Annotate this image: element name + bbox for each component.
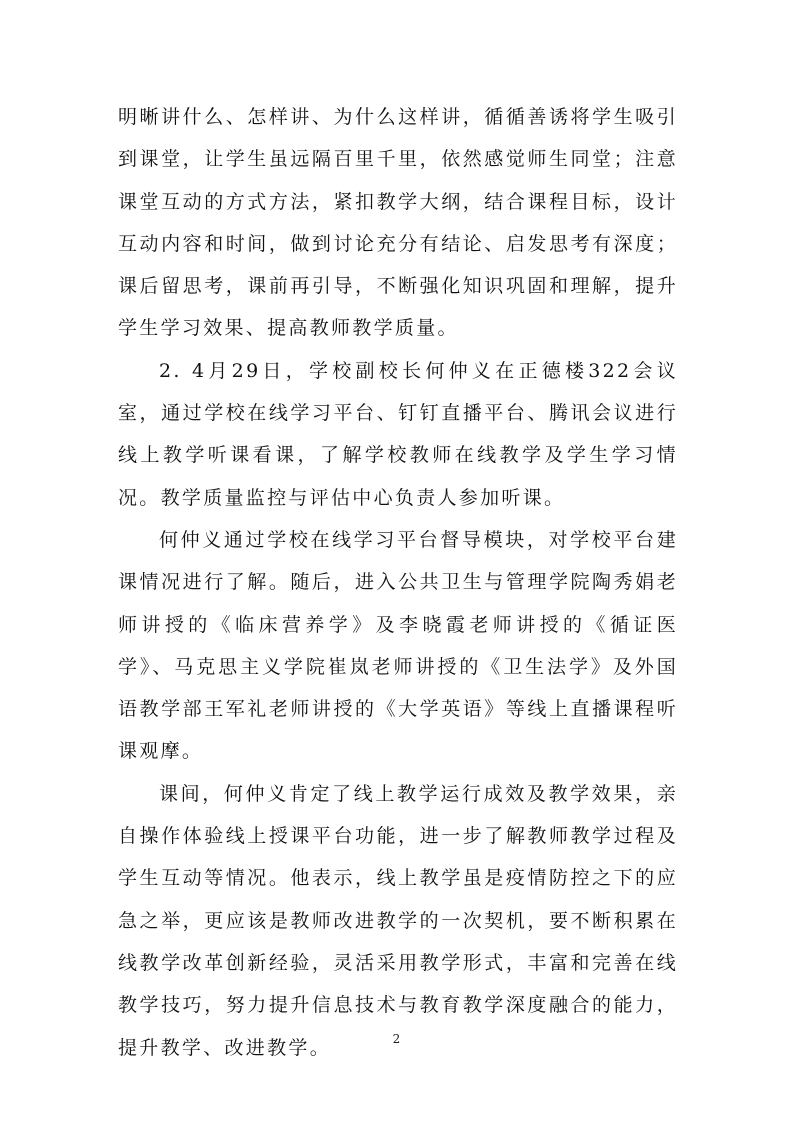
document-body (118, 96, 678, 1069)
paragraph-remarks: 课间，何仲义肯定了线上教学运行成效及教学效果，亲自操作体验线上授课平台功能，进一步了解教师教学过程及学生互动等情况。他表示，线上教学虽是疫情防控之下的应急之举，更应该是教师改进教学的一次契机，要不断积累在线教学改革创新经验，灵活采用教学形式，丰富和完善在线教学技巧，努力提升信息技术与教育教学深度融合的能力，提升教学、改进教学。 (118, 782, 678, 1059)
paragraph-continuation: 明晰讲什么、怎样讲、为什么这样讲，循循善诱将学生吸引到课堂，让学生虽远隔百里千里，依然感觉师生同堂；注意课堂互动的方式方法，紧扣教学大纲，结合课程目标，设计互动内容和时间，做到讨论充分有结论、启发思考有深度；课后留思考，课前再引导，不断强化知识巩固和理解，提升学生学习效果、提高教师教学质量。 (118, 106, 678, 340)
page-number: 2 (392, 1032, 401, 1046)
paragraph-item-2: 2. 4月29日，学校副校长何仲义在正德楼322会议室，通过学校在线学习平台、钉钉直播平台、腾讯会议进行线上教学听课看课，了解学校教师在线教学及学生学习情况。教学质量监控与评估中心负责人参加听课。 (118, 359, 678, 509)
paragraph-platform-review: 何仲义通过学校在线学习平台督导模块，对学校平台建课情况进行了解。随后，进入公共卫生与管理学院陶秀娟老师讲授的《临床营养学》及李晓霞老师讲授的《循证医学》、马克思主义学院崔岚老师讲授的《卫生法学》及外国语教学部王军礼老师讲授的《大学英语》等线上直播课程听课观摩。 (118, 528, 678, 763)
